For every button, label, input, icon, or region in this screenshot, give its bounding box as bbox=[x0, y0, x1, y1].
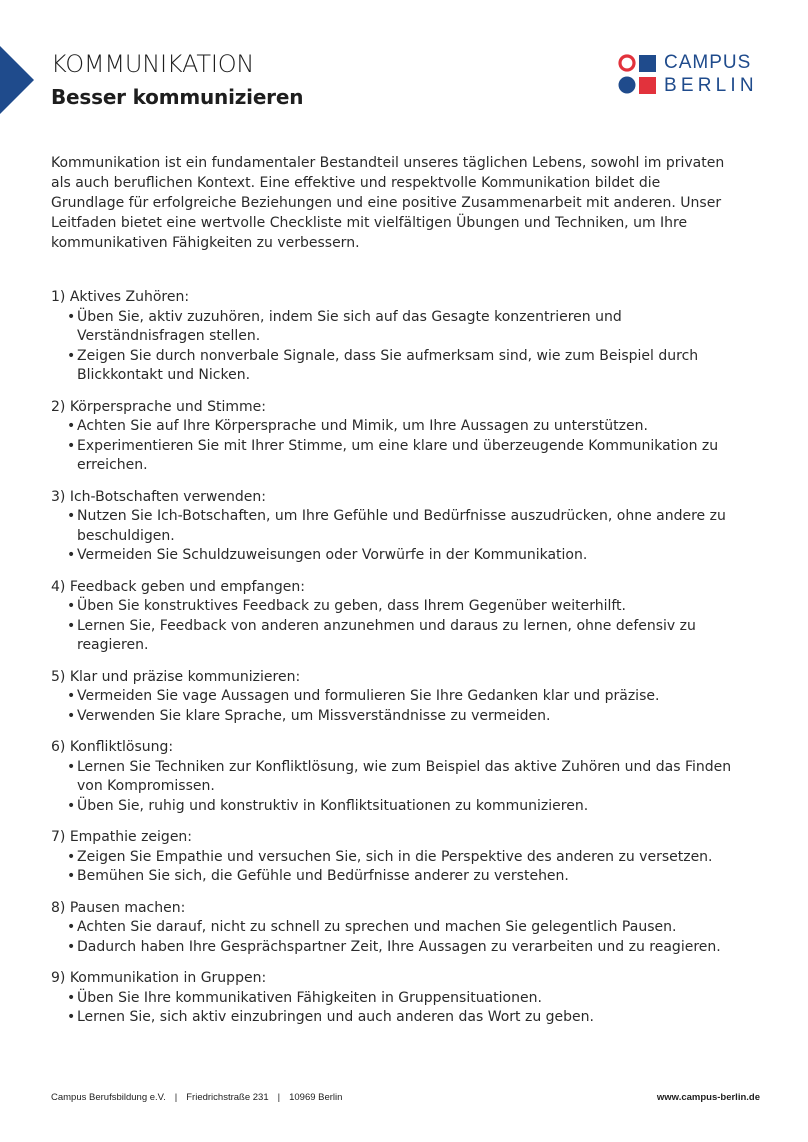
footer-website-link[interactable]: www.campus-berlin.de bbox=[656, 1092, 760, 1103]
bullet-text: Zeigen Sie durch nonverbale Signale, dass Sie aufmerksam sind, wie zum Beispiel durch Blickkontakt und Nicken. bbox=[77, 347, 699, 383]
section-title: 6) Konfliktlösung: bbox=[51, 739, 174, 755]
corner-triangle-decoration bbox=[0, 46, 34, 114]
bullet-dot-icon: • bbox=[67, 598, 76, 614]
bullet-text: Lernen Sie, sich aktiv einzubringen und auch anderen das Wort zu geben. bbox=[77, 1009, 594, 1025]
bullet-dot-icon: • bbox=[67, 707, 76, 724]
bullet-dot-icon: • bbox=[67, 347, 76, 364]
bullet-item bbox=[51, 989, 741, 1009]
bullet-text: Üben Sie Ihre kommunikativen Fähigkeiten in Gruppensituationen. bbox=[77, 989, 542, 1006]
page-subtitle: Besser kommunizieren bbox=[51, 85, 304, 109]
bullet-item bbox=[51, 867, 741, 887]
checklist-section bbox=[51, 668, 741, 727]
section-title: 5) Klar und präzise kommunizieren: bbox=[51, 668, 301, 685]
bullet-text: Üben Sie konstruktives Feedback zu geben, dass Ihrem Gegenüber weiterhilft. bbox=[77, 598, 626, 614]
bullet-dot-icon: • bbox=[67, 1009, 76, 1025]
checklist-section bbox=[51, 969, 741, 1028]
logo-blue-dot bbox=[619, 77, 636, 94]
bullet-item bbox=[51, 797, 741, 817]
section-title: 8) Pausen machen: bbox=[51, 899, 186, 916]
bullet-item bbox=[51, 597, 741, 617]
footer-separator: | bbox=[174, 1092, 178, 1103]
bullet-item bbox=[51, 938, 741, 958]
checklist-section bbox=[51, 398, 741, 476]
bullet-item bbox=[51, 848, 741, 868]
checklist-sections bbox=[51, 288, 741, 1040]
bullet-text: Üben Sie, aktiv zuzuhören, indem Sie sich auf das Gesagte konzentrieren und Verständnisfragen stellen. bbox=[77, 308, 622, 344]
checklist-section bbox=[51, 578, 741, 656]
logo-text-berlin: BERLIN bbox=[664, 75, 758, 96]
logo-mark-icon bbox=[618, 53, 656, 95]
bullet-item bbox=[51, 507, 741, 546]
bullet-text: Lernen Sie, Feedback von anderen anzunehmen und daraus zu lernen, ohne defensiv zu reagieren. bbox=[77, 617, 696, 653]
checklist-section bbox=[51, 488, 741, 566]
section-title: 9) Kommunikation in Gruppen: bbox=[51, 970, 267, 986]
bullet-dot-icon: • bbox=[67, 938, 76, 955]
bullet-text: Experimentieren Sie mit Ihrer Stimme, um eine klare und überzeugende Kommunikation zu erreichen. bbox=[77, 437, 719, 473]
bullet-dot-icon: • bbox=[67, 989, 76, 1006]
logo-red-square bbox=[639, 77, 656, 94]
bullet-item bbox=[51, 687, 741, 707]
bullet-item bbox=[51, 546, 741, 566]
footer-street: Friedrichstraße 231 bbox=[186, 1092, 269, 1103]
bullet-item bbox=[51, 707, 741, 727]
bullet-text: Achten Sie darauf, nicht zu schnell zu sprechen und machen Sie gelegentlich Pausen. bbox=[77, 919, 677, 935]
bullet-item bbox=[51, 1008, 741, 1028]
bullet-item bbox=[51, 918, 741, 938]
section-title: 2) Körpersprache und Stimme: bbox=[51, 398, 266, 415]
bullet-dot-icon: • bbox=[67, 868, 76, 884]
section-title: 4) Feedback geben und empfangen: bbox=[51, 578, 305, 595]
checklist-section bbox=[51, 738, 741, 816]
bullet-text: Vermeiden Sie vage Aussagen und formulieren Sie Ihre Gedanken klar und präzise. bbox=[77, 688, 660, 704]
logo-text-campus: CAMPUS bbox=[664, 52, 752, 73]
bullet-dot-icon: • bbox=[67, 797, 76, 814]
bullet-item bbox=[51, 308, 741, 347]
checklist-section bbox=[51, 899, 741, 958]
logo-blue-square bbox=[639, 55, 656, 72]
bullet-text: Verwenden Sie klare Sprache, um Missverständnisse zu vermeiden. bbox=[77, 707, 551, 724]
bullet-dot-icon: • bbox=[67, 617, 76, 634]
bullet-text: Vermeiden Sie Schuldzuweisungen oder Vorwürfe in der Kommunikation. bbox=[77, 547, 588, 563]
bullet-text: Lernen Sie Techniken zur Konfliktlösung, wie zum Beispiel das aktive Zuhören und das Finden von Kompromissen. bbox=[77, 758, 732, 794]
page-category-title: KOMMUNIKATION bbox=[51, 50, 255, 78]
bullet-dot-icon: • bbox=[67, 437, 76, 454]
bullet-item bbox=[51, 417, 741, 437]
footer-organization: Campus Berufsbildung e.V. bbox=[51, 1092, 166, 1103]
footer-city: 10969 Berlin bbox=[289, 1092, 343, 1103]
logo-red-ring bbox=[620, 56, 634, 70]
bullet-dot-icon: • bbox=[67, 308, 76, 325]
bullet-text: Zeigen Sie Empathie und versuchen Sie, sich in die Perspektive des anderen zu versetzen. bbox=[77, 848, 713, 865]
bullet-text: Nutzen Sie Ich-Botschaften, um Ihre Gefühle und Bedürfnisse auszudrücken, ohne andere zu beschuldigen. bbox=[77, 508, 726, 544]
bullet-text: Dadurch haben Ihre Gesprächspartner Zeit, Ihre Aussagen zu verarbeiten und zu reagieren. bbox=[77, 938, 721, 955]
bullet-item bbox=[51, 347, 741, 386]
bullet-item bbox=[51, 437, 741, 476]
bullet-dot-icon: • bbox=[67, 688, 76, 704]
bullet-text: Achten Sie auf Ihre Körpersprache und Mimik, um Ihre Aussagen zu unterstützen. bbox=[77, 418, 648, 434]
bullet-item bbox=[51, 617, 741, 656]
bullet-dot-icon: • bbox=[67, 758, 76, 775]
bullet-dot-icon: • bbox=[67, 418, 76, 434]
intro-paragraph: Kommunikation ist ein fundamentaler Bestandteil unseres täglichen Lebens, sowohl im privaten als auch beruflichen Kontext. Eine effektive und respektvolle Kommunikation bildet die Grundlage für erfolgreiche Beziehungen und eine positive Zusammenarbeit mit anderen. Unser Leitfaden bietet eine wertvolle Checkliste mit vielfältigen Übungen und Techniken, um Ihre kommunikativen Fähigkeiten zu verbessern. bbox=[51, 155, 725, 251]
campus-berlin-logo bbox=[618, 53, 768, 99]
bullet-text: Bemühen Sie sich, die Gefühle und Bedürfnisse anderer zu verstehen. bbox=[77, 868, 569, 884]
bullet-dot-icon: • bbox=[67, 848, 76, 865]
footer-address bbox=[51, 1092, 342, 1103]
section-title: 3) Ich-Botschaften verwenden: bbox=[51, 488, 266, 505]
bullet-dot-icon: • bbox=[67, 547, 76, 563]
checklist-section bbox=[51, 828, 741, 887]
bullet-dot-icon: • bbox=[67, 508, 76, 524]
bullet-item bbox=[51, 758, 741, 797]
bullet-dot-icon: • bbox=[67, 919, 76, 935]
bullet-text: Üben Sie, ruhig und konstruktiv in Konfliktsituationen zu kommunizieren. bbox=[77, 797, 589, 814]
footer-separator: | bbox=[277, 1092, 281, 1103]
section-title: 7) Empathie zeigen: bbox=[51, 829, 193, 845]
checklist-section bbox=[51, 288, 741, 386]
section-title: 1) Aktives Zuhören: bbox=[51, 289, 190, 305]
